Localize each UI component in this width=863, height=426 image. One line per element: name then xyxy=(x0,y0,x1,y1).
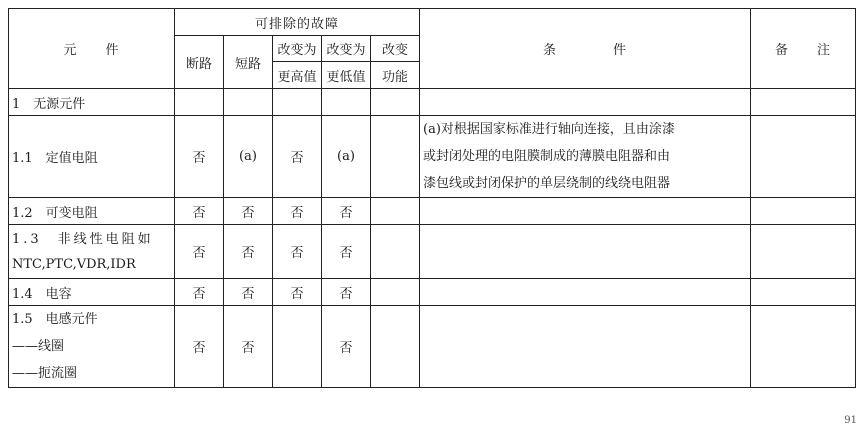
cell-open: 否 xyxy=(175,225,224,279)
table-row xyxy=(9,306,856,388)
row-name xyxy=(9,306,175,388)
cell-open: 否 xyxy=(175,279,224,306)
header-lower-line1: 改变为 xyxy=(322,36,371,62)
cell-lower: (a) xyxy=(322,116,371,198)
cell-open: 否 xyxy=(175,198,224,225)
row-name: 1.2 可变电阻 xyxy=(9,198,175,225)
cell-higher: 否 xyxy=(273,225,322,279)
row-name-line: ——线圈 xyxy=(12,339,65,354)
cell-short: 否 xyxy=(224,306,273,388)
header-faults-group: 可排除的故障 xyxy=(175,9,420,36)
header-short-circuit: 短路 xyxy=(224,36,273,89)
cell-lower: 否 xyxy=(322,198,371,225)
condition-line: (a)对根据国家标准进行轴向连接，且由涂漆 xyxy=(423,122,675,137)
row-name: 1.4 电容 xyxy=(9,279,175,306)
cell-lower: 否 xyxy=(322,225,371,279)
table-row xyxy=(9,89,856,116)
header-remarks: 备 注 xyxy=(751,9,856,89)
header-higher-line1: 改变为 xyxy=(273,36,322,62)
condition-line: 漆包线或封闭保护的单层绕制的线绕电阻器 xyxy=(423,176,671,191)
header-row-1 xyxy=(9,9,856,36)
document-page xyxy=(8,8,856,388)
cell-lower: 否 xyxy=(322,279,371,306)
cell-higher: 否 xyxy=(273,279,322,306)
cell-open: 否 xyxy=(175,306,224,388)
header-component: 元 件 xyxy=(9,9,175,89)
cell-higher: 否 xyxy=(273,198,322,225)
header-lower-line2: 更低值 xyxy=(322,62,371,89)
cell-lower: 否 xyxy=(322,306,371,388)
table-row xyxy=(9,198,856,225)
cell-condition xyxy=(420,116,751,198)
page-number: 91 xyxy=(844,415,857,426)
table-row xyxy=(9,225,856,279)
row-name-line: NTC,PTC,VDR,IDR xyxy=(12,256,136,272)
header-higher-line2: 更高值 xyxy=(273,62,322,89)
fault-exclusion-table xyxy=(8,8,856,388)
table-row xyxy=(9,279,856,306)
header-function-line1: 改变 xyxy=(371,36,420,62)
header-function-line2: 功能 xyxy=(371,62,420,89)
cell-higher xyxy=(273,306,322,388)
header-condition: 条 件 xyxy=(420,9,751,89)
cell-short: 否 xyxy=(224,225,273,279)
cell-open: 否 xyxy=(175,116,224,198)
cell-short: 否 xyxy=(224,198,273,225)
row-name-line: 1.5 电感元件 xyxy=(12,312,98,327)
cell-short: (a) xyxy=(224,116,273,198)
header-open-circuit: 断路 xyxy=(175,36,224,89)
condition-line: 或封闭处理的电阻膜制成的薄膜电阻器和由 xyxy=(423,149,671,164)
cell-higher: 否 xyxy=(273,116,322,198)
row-name xyxy=(9,225,175,279)
cell-short: 否 xyxy=(224,279,273,306)
row-name-line: 1.3 非线性电阻如 xyxy=(12,231,154,247)
cell-function xyxy=(371,116,420,198)
table-row xyxy=(9,116,856,198)
row-name-line: ——扼流圈 xyxy=(12,366,78,381)
row-name: 1 无源元件 xyxy=(9,89,175,116)
row-name: 1.1 定值电阻 xyxy=(9,116,175,198)
